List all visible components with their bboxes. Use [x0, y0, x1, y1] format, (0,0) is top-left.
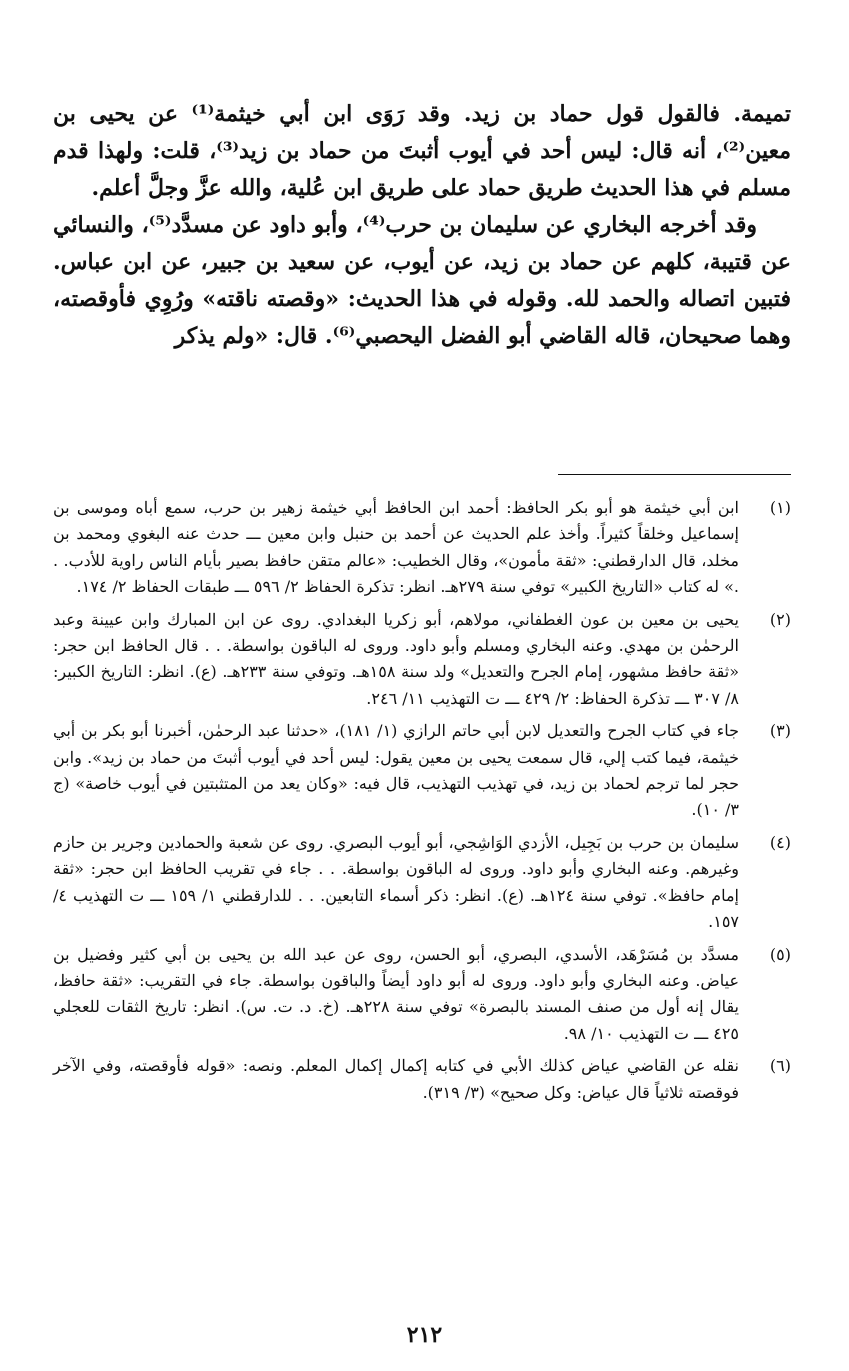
- footnote-text: سليمان بن حرب بن بَجِيل، الأزدي الوَاشِجي، أبو أيوب البصري. روى عن شعبة والحمادين وجرير بن حازم وغيرهم. وعنه البخاري وأبو داود. وروى له الباقون بواسطة. . . جاء في تقريب الحافظ ابن حجر: «ثقة إمام حافظ». توفي سنة ١٢٤هـ. (ع). انظر: ذكر أسماء التابعين. . . للدارقطني ١/ ١٥٩ ـــ ت التهذيب ٤/ ١٥٧.: [53, 832, 739, 932]
- footnotes-section: [53, 495, 791, 1112]
- main-paragraph-1: تميمة. فالقول قول حماد بن زيد. وقد رَوَى ابن أبي خيثمة⁽¹⁾ عن يحيى بن معين⁽²⁾، أنه قال: ليس أحد في أيوب أثبتَ من حماد بن زيد⁽³⁾، قلت: ولهذا قدم مسلم في هذا الحديث طريق حماد على طريق ابن عُلية، والله عزَّ وجلَّ أعلم.: [53, 101, 792, 201]
- page-number: ٢١٢: [406, 1322, 443, 1348]
- footnote-text: جاء في كتاب الجرح والتعديل لابن أبي حاتم الرازي (١/ ١٨١)، «حدثنا عبد الرحمٰن، أخبرنا أبو بكر بن أبي خيثمة، فيما كتب إلي، قال سمعت يحيى بن معين يقول: ليس أحد في أيوب أثبتَ من حماد بن زيد». وابن حجر لما ترجم لحماد بن زيد، في تهذيب التهذيب، قال فيه: «وكان يعد من المتثبتين في أيوب خاصة» (ج ٣/ ١٠).: [53, 721, 739, 820]
- footnote-text: يحيى بن معين بن عون الغطفاني، مولاهم، أبو زكريا البغدادي. روى عن ابن المبارك وابن عيينة وعبد الرحمٰن بن مهدي. وعنه البخاري ومسلم وأبو داود. وروى له الباقون بواسطة. . . قال الحافظ ابن حجر: «ثقة حافظ مشهور، إمام الجرح والتعديل» ولد سنة ١٥٨هـ. وتوفي سنة ٢٣٣هـ. (ع). انظر: التاريخ الكبير: ٨/ ٣٠٧ ـــ تذكرة الحفاظ: ٢/ ٤٢٩ ـــ ت التهذيب ١١/ ٢٤٦.: [53, 609, 740, 708]
- footnote-text: مسدَّد بن مُسَرْهَد، الأسدي، البصري، أبو الحسن، روى عن عبد الله بن يحيى بن أبي كثير وفضيل بن عياض. وعنه البخاري وأبو داود. وروى له أبو داود أيضاً والباقون بواسطة. جاء في التقريب: «ثقة حافظ، يقال إنه أول من صنف المسند بالبصرة» توفي سنة ٢٢٨هـ. (خ. د. ت. س). انظر: تاريخ الثقات للعجلي ٤٢٥ ـــ ت التهذيب ١٠/ ٩٨.: [53, 944, 740, 1043]
- footnote-6: [53, 1053, 791, 1106]
- footnote-number: (٦): [769, 1056, 791, 1076]
- footnote-2: [53, 607, 791, 713]
- footnote-text: ابن أبي خيثمة هو أبو بكر الحافظ: أحمد ابن الحافظ أبي خيثمة زهير بن حرب، سمع أباه وموسى بن إسماعيل وخلقاً كثيراً. وأخذ علم الحديث عن أحمد بن حنبل وابن معين ـــ حدث عنه البغوي ومحمد بن مخلد، قال الدارقطني: «ثقة مأمون»، وقال الخطيب: «عالم متقن حافظ بصير بأيام الناس راوية للأدب. . .» له كتاب «التاريخ الكبير» توفي سنة ٢٧٩هـ. انظر: تذكرة الحفاظ ٢/ ٥٩٦ ـــ طبقات الحفاظ ٢/ ١٧٤.: [53, 498, 739, 597]
- footnote-number: (٣): [769, 721, 791, 741]
- footnote-3: [53, 718, 791, 824]
- footnote-number: (١): [769, 498, 791, 517]
- footnote-number: (٢): [769, 609, 791, 629]
- footnote-5: [53, 942, 791, 1048]
- main-paragraph-2: وقد أخرجه البخاري عن سليمان بن حرب⁽⁴⁾، وأبو داود عن مسدَّد⁽⁵⁾، والنسائي عن قتيبة، كلهم عن حماد بن زيد، عن أيوب، عن سعيد بن جبير، عن ابن عباس. فتبين اتصاله والحمد لله. وقوله في هذا الحديث: «وقصته ناقته» ورُوِي فأوقصته، وهما صحيحان، قاله القاضي أبو الفضل اليحصبي⁽⁶⁾. قال: «ولم يذكر: [53, 212, 791, 349]
- footnote-divider: [558, 474, 791, 475]
- footnote-number: (٥): [769, 944, 791, 964]
- footnote-text: نقله عن القاضي عياض كذلك الأبي في كتابه إكمال إكمال المعلم. ونصه: «قوله فأوقصته، وفي الآخر فوقصته ثلاثياً قال عياض: وكل صحيح» (٣/ ٣١٩).: [53, 1056, 740, 1102]
- main-text-body: [53, 96, 791, 355]
- footnote-4: [53, 830, 791, 936]
- footnote-number: (٤): [769, 832, 791, 852]
- footnote-1: [53, 495, 791, 601]
